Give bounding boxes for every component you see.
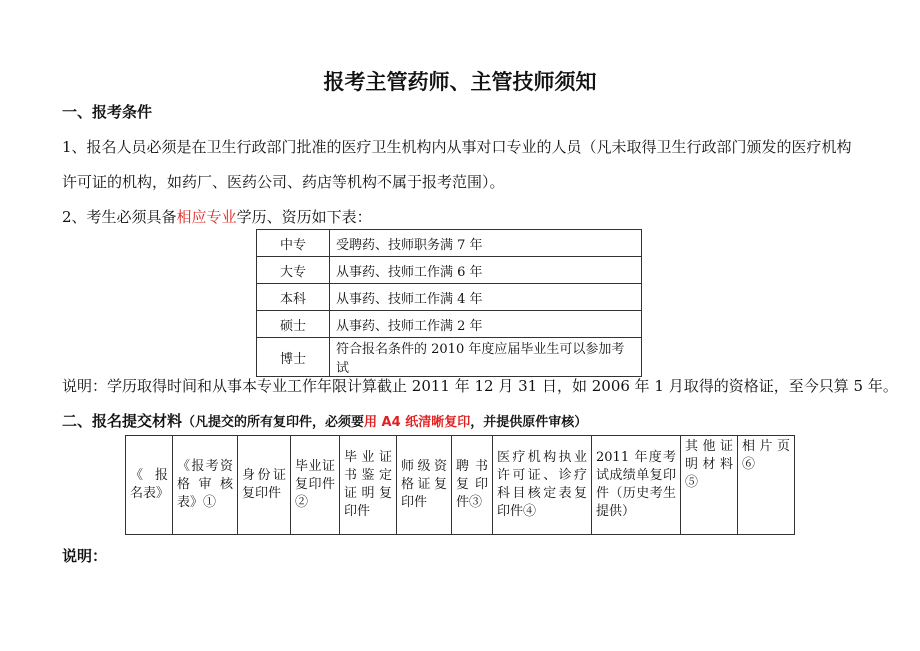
- section1-note: 说明：学历取得时间和从事本专业工作年限计算截止 2011 年 12 月 31 日，如 2006 年 1 月取得的资格证，至今只算 5 年。: [62, 377, 898, 395]
- section2-note-highlight: 用 A4 纸清晰复印: [364, 415, 471, 430]
- education-level: 中专: [257, 230, 330, 257]
- materials-table: [125, 435, 795, 535]
- experience-requirement: 符合报名条件的 2010 年度应届毕业生可以参加考试: [330, 338, 642, 377]
- requirement-1-line2: 许可证的机构，如药厂、医药公司、药店等机构不属于报考范围）。: [62, 173, 505, 191]
- section2-note-prefix: （凡提交的所有复印件，必须要: [182, 415, 365, 430]
- experience-requirement: 从事药、技师工作满 4 年: [330, 284, 642, 311]
- education-level: 大专: [257, 257, 330, 284]
- material-item: 师级资格证复印件: [397, 436, 452, 535]
- document-title: 报考主管药师、主管技师须知: [323, 70, 597, 94]
- section2-heading-text: 二、报名提交材料: [62, 412, 183, 430]
- education-level: 博士: [257, 338, 330, 377]
- experience-requirement: 从事药、技师工作满 2 年: [330, 311, 642, 338]
- material-item: 身份证复印件: [238, 436, 291, 535]
- section2-heading: [62, 410, 587, 431]
- table-row: [257, 338, 642, 377]
- requirement-1-line1: 1、报名人员必须是在卫生行政部门批准的医疗卫生机构内从事对口专业的人员（凡未取得卫生行政部门颁发的医疗机构: [62, 138, 852, 156]
- section2-note: [182, 415, 587, 430]
- section2-note-suffix: ，并提供原件审核）: [470, 415, 588, 430]
- material-item: 其他证明材料⑤: [681, 436, 738, 535]
- table-row: [257, 311, 642, 338]
- requirement-2: [62, 206, 372, 227]
- table-row: [126, 436, 795, 535]
- requirement-2-suffix: 学历、资历如下表：: [236, 208, 372, 226]
- table-row: [257, 230, 642, 257]
- material-item: 相片页⑥: [738, 436, 795, 535]
- material-item: 《报考资格审核表》①: [173, 436, 238, 535]
- experience-requirement: 从事药、技师工作满 6 年: [330, 257, 642, 284]
- education-level: 硕士: [257, 311, 330, 338]
- material-item: 毕业证复印件②: [291, 436, 340, 535]
- material-item: 《报名表》: [126, 436, 173, 535]
- material-item: 2011 年度考试成绩单复印件（历史考生提供）: [592, 436, 681, 535]
- requirement-2-prefix: 2、考生必须具备: [62, 208, 177, 226]
- footer-note-label: 说明：: [62, 547, 108, 565]
- material-item: 聘书复印件③: [452, 436, 493, 535]
- table-row: [257, 284, 642, 311]
- table-row: [257, 257, 642, 284]
- material-item: 医疗机构执业许可证、诊疗科目核定表复印件④: [493, 436, 592, 535]
- material-item: 毕业证书鉴定证明复印件: [340, 436, 397, 535]
- requirement-2-highlight: 相应专业: [176, 208, 237, 226]
- experience-requirement: 受聘药、技师职务满 7 年: [330, 230, 642, 257]
- section1-heading: 一、报考条件: [62, 103, 153, 121]
- education-table: [256, 229, 642, 377]
- education-level: 本科: [257, 284, 330, 311]
